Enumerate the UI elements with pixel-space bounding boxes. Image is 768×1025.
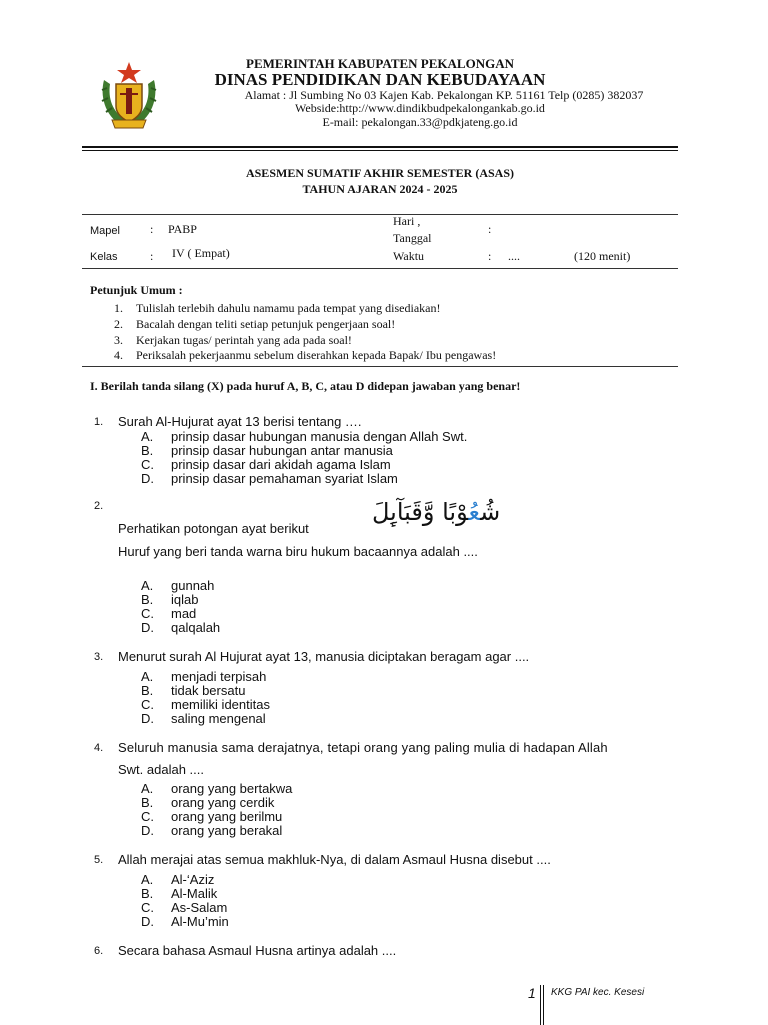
arabic-verse: شُعُوْبًا وَّقَبَآىِٕلَ	[372, 498, 501, 526]
answer-option: D. orang yang berakal	[141, 823, 283, 838]
question-number: 6.	[94, 945, 104, 957]
answer-option: B. Al-Malik	[141, 886, 218, 901]
question-number: 4.	[94, 742, 104, 754]
instruction-item: 4. Periksalah pekerjaanmu sebelum diserahkan kepada Bapak/ Ibu pengawas!	[114, 348, 497, 362]
question-text: Allah merajai atas semua makhluk-Nya, di dalam Asmaul Husna disebut ....	[118, 852, 551, 867]
answer-option: B. prinsip dasar hubungan antar manusia	[141, 443, 393, 458]
info-box-bottom-rule	[82, 268, 678, 269]
exam-title: ASESMEN SUMATIF AKHIR SEMESTER (ASAS)	[245, 166, 515, 180]
letterhead-rule-thin	[82, 150, 678, 151]
hari-label: Hari ,	[393, 214, 421, 228]
question-number: 2.	[94, 500, 104, 512]
waktu-label: Waktu	[393, 249, 425, 263]
answer-option: A. prinsip dasar hubungan manusia dengan Allah Swt.	[141, 429, 468, 444]
question-number: 3.	[94, 651, 104, 663]
answer-option: C. mad	[141, 606, 197, 621]
page-number: 1	[528, 985, 536, 1001]
waktu-colon: :	[488, 249, 492, 263]
answer-option: A. Al-‘Aziz	[141, 872, 215, 887]
duration: (120 menit)	[574, 249, 631, 263]
question-text-continued: Swt. adalah ....	[118, 762, 204, 777]
answer-option: D. saling mengenal	[141, 711, 266, 726]
footer-text: KKG PAI kec. Kesesi	[551, 987, 645, 998]
question-number: 5.	[94, 854, 104, 866]
mapel-colon: :	[150, 222, 154, 236]
section-heading: I. Berilah tanda silang (X) pada huruf A, B, C, atau D didepan jawaban yang benar!	[90, 379, 521, 393]
waktu-value: ....	[508, 249, 520, 263]
letterhead-email: E-mail: pekalongan.33@pdkjateng.go.id	[322, 115, 518, 129]
letterhead-government: PEMERINTAH KABUPATEN PEKALONGAN	[246, 56, 514, 71]
kelas-value: IV ( Empat)	[172, 246, 230, 260]
answer-option: B. orang yang cerdik	[141, 795, 275, 810]
answer-option: C. memiliki identitas	[141, 697, 270, 712]
kelas-label: Kelas	[90, 251, 118, 263]
letterhead-rule-thick	[82, 146, 678, 148]
hari-colon: :	[488, 222, 492, 236]
emblem-logo-icon	[98, 60, 160, 130]
answer-option: D. qalqalah	[141, 620, 221, 635]
mapel-value: PABP	[168, 222, 197, 236]
instruction-item: 2. Bacalah dengan teliti setiap petunjuk pengerjaan soal!	[114, 317, 396, 331]
answer-option: C. As-Salam	[141, 900, 228, 915]
answer-option: D. prinsip dasar pemahaman syariat Islam	[141, 471, 398, 486]
answer-option: B. tidak bersatu	[141, 683, 246, 698]
instruction-item: 3. Kerjakan tugas/ perintah yang ada pada soal!	[114, 333, 352, 347]
answer-option: C. prinsip dasar dari akidah agama Islam	[141, 457, 391, 472]
question-text: Secara bahasa Asmaul Husna artinya adalah ....	[118, 943, 397, 958]
kelas-colon: :	[150, 249, 154, 263]
footer-divider	[543, 985, 544, 1025]
answer-option: A. gunnah	[141, 578, 215, 593]
answer-option: A. menjadi terpisah	[141, 669, 267, 684]
instructions-title: Petunjuk Umum :	[90, 283, 183, 297]
tanggal-label: Tanggal	[393, 231, 432, 245]
question-text: Seluruh manusia sama derajatnya, tetapi orang yang paling mulia di hadapan Allah	[118, 740, 608, 755]
question-text-continued: Huruf yang beri tanda warna biru hukum bacaannya adalah ....	[118, 544, 478, 559]
footer-divider	[540, 985, 541, 1025]
mapel-label: Mapel	[90, 225, 120, 237]
instructions-rule	[82, 366, 678, 367]
answer-option: B. iqlab	[141, 592, 199, 607]
answer-option: D. Al-Mu’min	[141, 914, 229, 929]
question-text: Perhatikan potongan ayat berikut	[118, 521, 309, 536]
letterhead-address: Alamat : Jl Sumbing No 03 Kajen Kab. Pekalongan KP. 51161 Telp (0285) 382037	[244, 88, 644, 102]
letterhead-agency: DINAS PENDIDIKAN DAN KEBUDAYAAN	[214, 70, 546, 89]
arabic-highlight: عُ	[468, 498, 481, 526]
info-box-top-rule	[82, 214, 678, 215]
question-number: 1.	[94, 416, 104, 428]
exam-year: TAHUN AJARAN 2024 - 2025	[302, 182, 458, 196]
letterhead-website: Webside:http://www.dindikbudpekalongankab.go.id	[295, 101, 545, 115]
answer-option: A. orang yang bertakwa	[141, 781, 293, 796]
instruction-item: 1. Tulislah terlebih dahulu namamu pada tempat yang disediakan!	[114, 301, 441, 315]
question-text: Surah Al-Hujurat ayat 13 berisi tentang ….	[118, 414, 362, 429]
answer-option: C. orang yang berilmu	[141, 809, 283, 824]
question-text: Menurut surah Al Hujurat ayat 13, manusia diciptakan beragam agar ....	[118, 649, 530, 664]
